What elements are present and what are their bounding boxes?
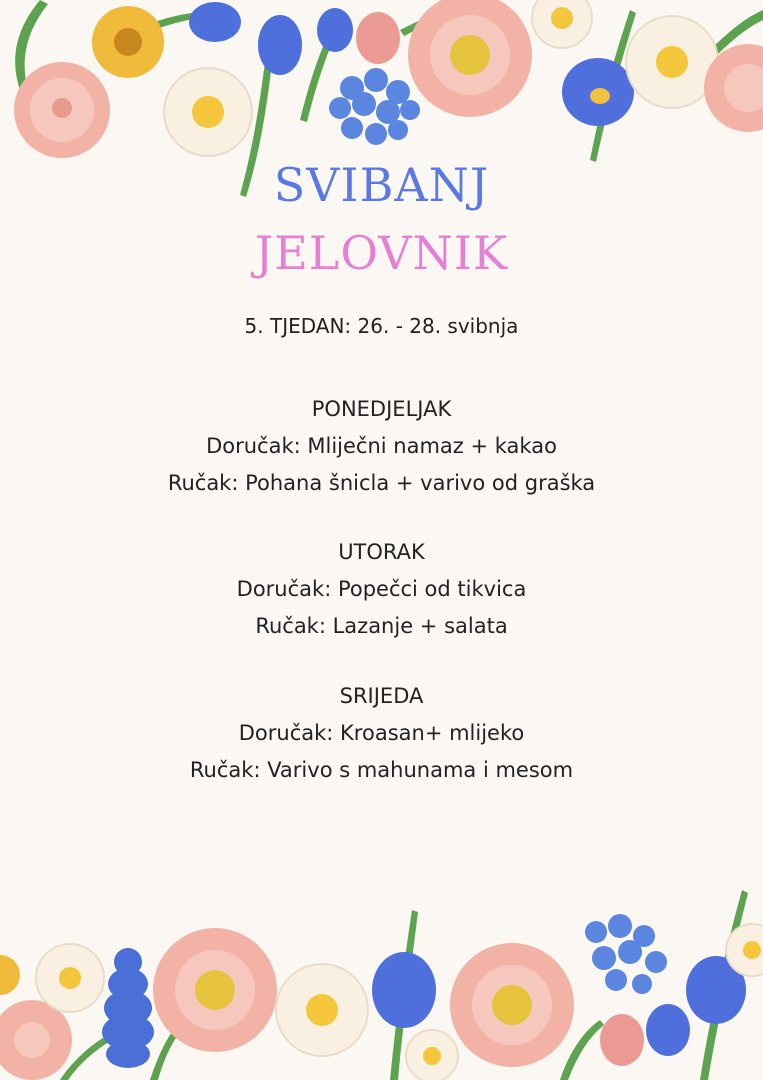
- day-section-wednesday: [0, 678, 763, 789]
- lunch-line: Ručak: Varivo s mahunama i mesom: [189, 758, 574, 782]
- pink-flower-icon: [14, 62, 110, 158]
- day-name: SRIJEDA: [339, 684, 424, 708]
- lunch-line: Ručak: Lazanje + salata: [255, 614, 508, 638]
- breakfast-line: Doručak: Mliječni namaz + kakao: [206, 434, 557, 458]
- day-section-tuesday: [0, 534, 763, 645]
- day-name: PONEDJELJAK: [311, 397, 452, 421]
- day-name: UTORAK: [338, 540, 425, 564]
- page-title-month: SVIBANJ: [273, 158, 490, 212]
- breakfast-line: Doručak: Popečci od tikvica: [236, 577, 527, 601]
- floral-border-bottom: [0, 880, 763, 1080]
- day-section-monday: [0, 391, 763, 502]
- page-title-menu: JELOVNIK: [254, 226, 509, 280]
- lunch-line: Ručak: Pohana šnicla + varivo od graška: [167, 471, 596, 495]
- breakfast-line: Doručak: Kroasan+ mlijeko: [238, 721, 525, 745]
- week-heading: 5. TJEDAN: 26. - 28. svibnja: [244, 314, 519, 338]
